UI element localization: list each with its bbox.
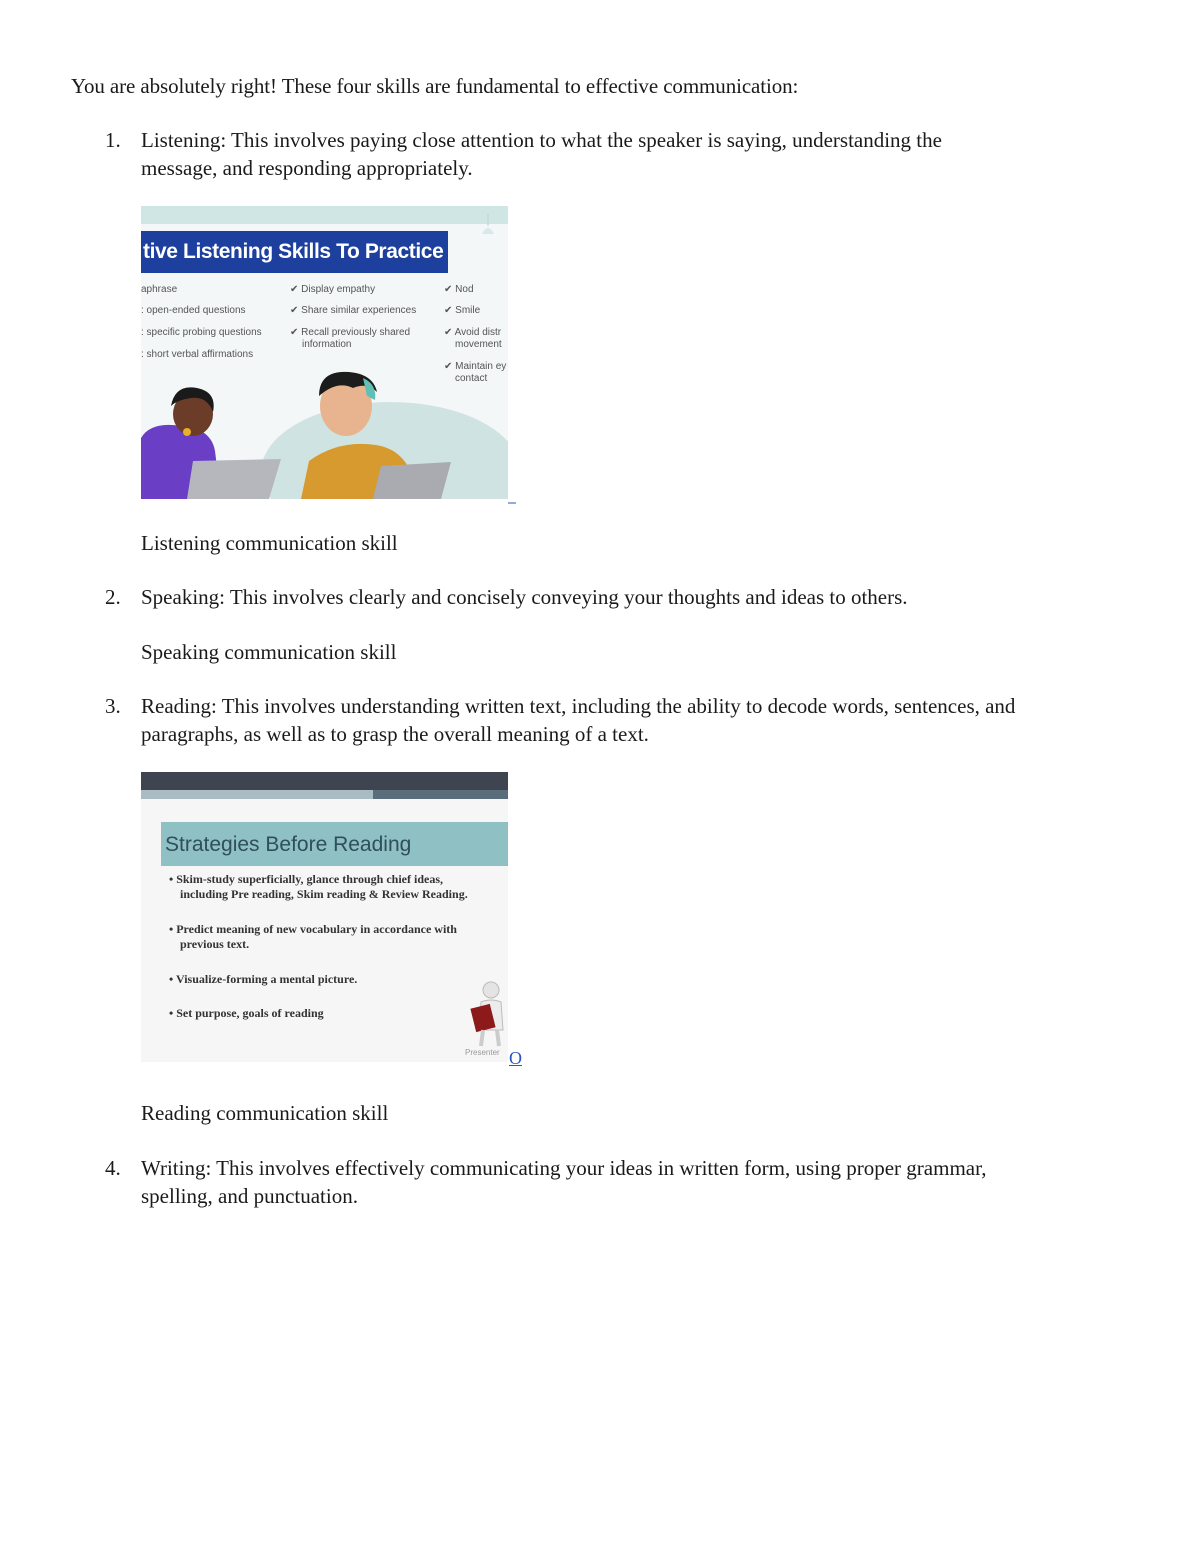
intro-text: You are absolutely right! These four skills are fundamental to effective communication:	[71, 74, 799, 98]
image-bullet: : open-ended questions	[141, 305, 246, 316]
list-item-line: Speaking: This involves clearly and concisely conveying your thoughts and ideas to others.	[141, 585, 908, 609]
list-number-4: 4.	[105, 1156, 121, 1180]
list-number-3: 3.	[105, 694, 121, 718]
image-bullet: ✔ Avoid distr	[444, 327, 502, 338]
list-item-writing	[141, 1154, 1141, 1210]
list-item-line: message, and responding appropriately.	[141, 156, 473, 180]
image-bullet: ✔ Display empathy	[290, 284, 376, 295]
caption-listening: Listening communication skill	[141, 531, 398, 555]
list-number-1: 1.	[105, 128, 121, 152]
list-item-reading	[141, 692, 1141, 748]
image-link[interactable]: O	[509, 1048, 522, 1068]
list-item-line: Writing: This involves effectively communicating your ideas in written form, using proper grammar,	[141, 1156, 987, 1180]
link-underline	[508, 502, 516, 504]
image-bullet: • Set purpose, goals of reading	[169, 1006, 324, 1020]
list-number-2: 2.	[105, 585, 121, 609]
lamp-icon	[481, 214, 495, 236]
image-top-band	[141, 772, 508, 790]
list-item-line: Listening: This involves paying close attention to what the speaker is saying, understanding the	[141, 128, 942, 152]
image-banner: tive Listening Skills To Practice	[141, 231, 448, 273]
image-bullet: movement	[455, 339, 502, 350]
list-item-speaking	[141, 583, 1141, 611]
image-bullet: ✔ Share similar experiences	[290, 305, 417, 316]
image-bullet: • Predict meaning of new vocabulary in accordance with	[169, 922, 457, 936]
image-title: Strategies Before Reading	[161, 822, 508, 866]
image-brand: Presenter	[465, 1048, 500, 1057]
image-bullet: : short verbal affirmations	[141, 349, 254, 360]
image-bullet: • Skim-study superficially, glance through chief ideas,	[169, 872, 444, 886]
image-bullet: including Pre reading, Skim reading & Review Reading.	[180, 887, 468, 901]
caption-speaking: Speaking communication skill	[141, 640, 397, 664]
image-bullet-text: Set purpose, goals of reading	[176, 1006, 324, 1020]
image-bullet: ✔ Nod	[444, 284, 474, 295]
listening-skills-image[interactable]	[141, 206, 508, 499]
reader-figure-icon	[467, 980, 507, 1048]
caption-reading: Reading communication skill	[141, 1101, 389, 1125]
image-bullet: ✔ Recall previously shared	[290, 327, 411, 338]
image-bullet: ✔ Smile	[444, 305, 481, 316]
image-topbar	[141, 206, 508, 224]
list-item-line: paragraphs, as well as to grasp the overall meaning of a text.	[141, 722, 649, 746]
image-bullet-text: Predict meaning of new vocabulary in accordance with	[176, 922, 457, 936]
image-bullet-text: Skim-study superficially, glance through chief ideas,	[176, 872, 444, 886]
list-item-line: spelling, and punctuation.	[141, 1184, 358, 1208]
list-item-listening	[141, 126, 1141, 182]
image-top-band	[373, 790, 508, 799]
image-bullet-text: Visualize-forming a mental picture.	[175, 972, 358, 986]
image-bullet: aphrase	[141, 284, 178, 295]
image-bullet: • Visualize-forming a mental picture.	[169, 972, 358, 986]
image-bullet: previous text.	[180, 937, 250, 951]
people-illustration	[141, 366, 508, 499]
image-bullet: information	[302, 339, 352, 350]
image-bullet: : specific probing questions	[141, 327, 262, 338]
reading-strategies-image[interactable]	[141, 772, 508, 1062]
image-bullet: ✔ Maintain ey	[444, 361, 507, 372]
list-item-line: Reading: This involves understanding written text, including the ability to decode words, sentences, and	[141, 694, 1016, 718]
image-bullet: contact	[455, 373, 488, 384]
